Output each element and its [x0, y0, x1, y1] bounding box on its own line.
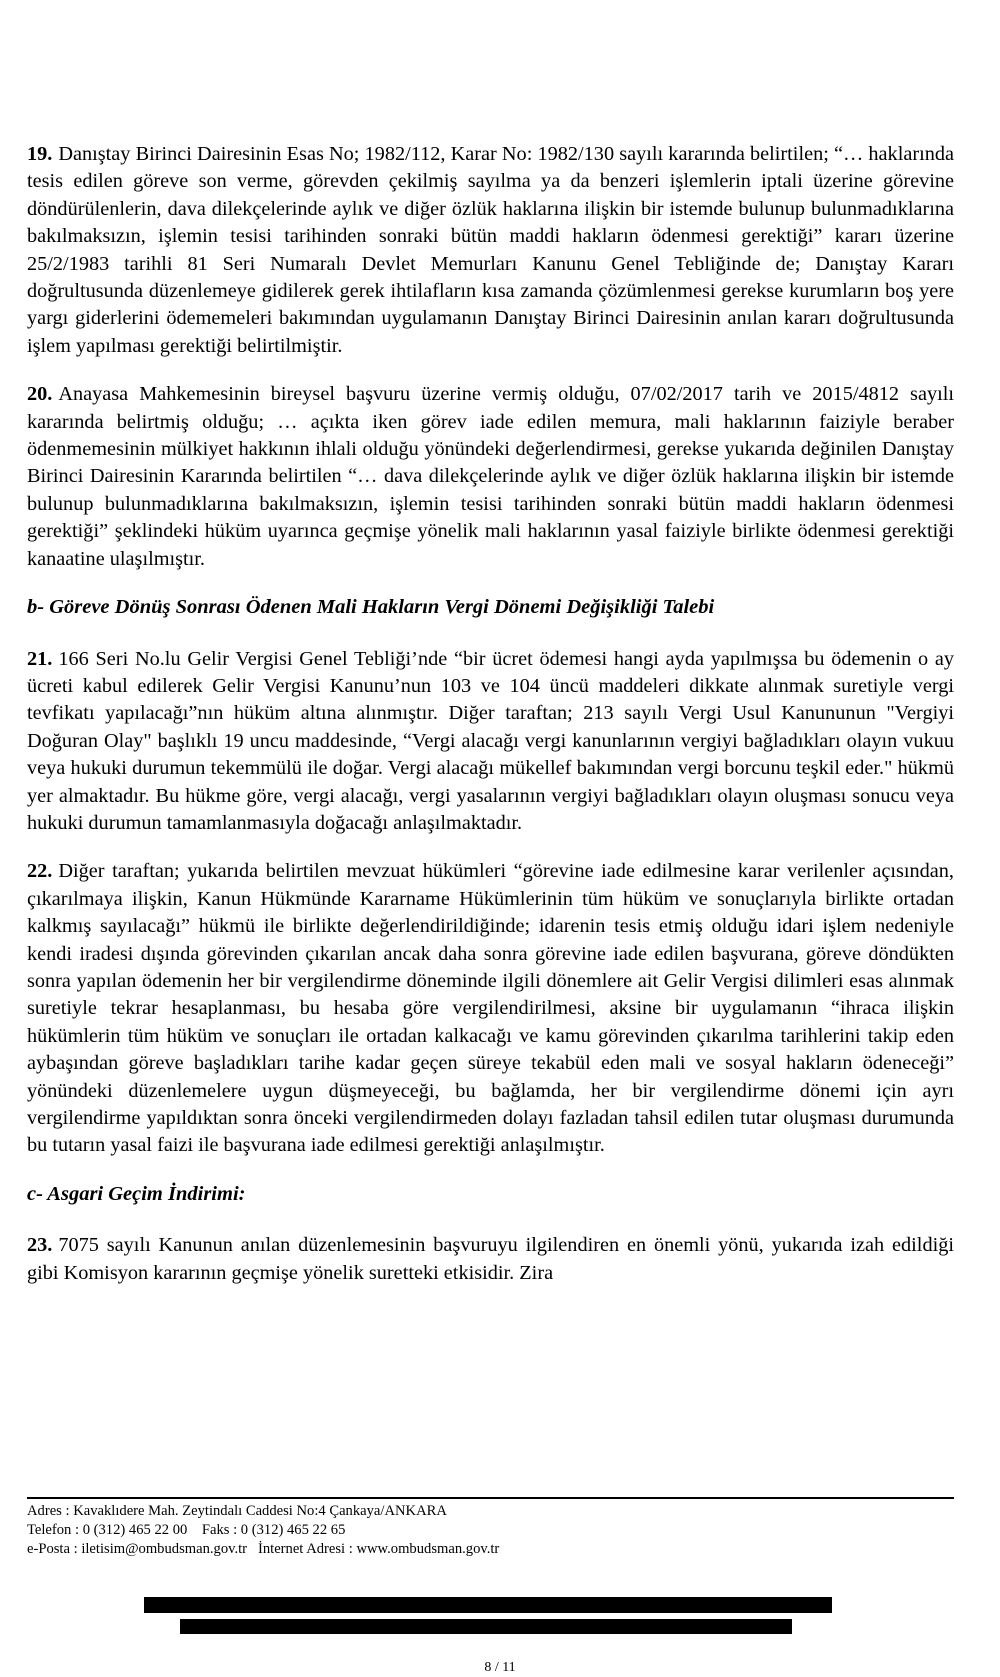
footer-web: e-Posta : iletisim@ombudsman.gov.tr İnternet Adresi : www.ombudsman.gov.tr	[27, 1540, 500, 1557]
paragraph-21	[27, 646, 954, 838]
paragraph-20	[27, 381, 954, 573]
redaction-bar	[180, 1619, 792, 1634]
section-heading-b: b- Göreve Dönüş Sonrası Ödenen Mali Hakların Vergi Dönemi Değişikliği Talebi	[27, 596, 715, 619]
paragraph-19	[27, 141, 954, 360]
footer-address: Adres : Kavaklıdere Mah. Zeytindalı Caddesi No:4 Çankaya/ANKARA	[27, 1503, 447, 1519]
footer-divider	[27, 1497, 954, 1499]
section-heading-c: c- Asgari Geçim İndirimi:	[27, 1182, 246, 1205]
paragraph-text: 7075 sayılı Kanunun anılan düzenlemesinin başvuruyu ilgilendiren en önemli yönü, yukarıda izah edildiği gibi Komisyon kararının geçmişe yönelik suretteki etkisidir. Zira	[27, 1234, 954, 1284]
paragraph-text: Anayasa Mahkemesinin bireysel başvuru üzerine vermiş olduğu, 07/02/2017 tarih ve 2015/4812 sayılı kararında belirtmiş olduğu; … açıkta iken görev iade edilen memura, mali haklarının faiziyle beraber ödenmemesinin mülkiyet hakkının ihlali olduğu yönündeki değerlendirmesi, gerekse yukarıda değinilen Danıştay Birinci Dairesinin Kararında belirtilen “… dava dilekçelerinde aylık ve diğer özlük haklarına ilişkin bir istemde bulunup bulunmadıklarına bakılmaksızın, işlemin tesisi tarihinden sonraki bütün maddi hakların ödenmesi gerektiği” şeklindeki hüküm uyarınca geçmişe yönelik mali haklarının yasal faiziyle birlikte ödenmesi gerektiği kanaatine ulaşılmıştır.	[27, 383, 954, 570]
paragraph-number: 22.	[27, 860, 53, 883]
paragraph-text: 166 Seri No.lu Gelir Vergisi Genel Tebliği’nde “bir ücret ödemesi hangi ayda yapılmışsa bu ödemenin o ay ücreti kabul edilerek Gelir Vergisi Kanunu’nun 103 ve 104 üncü maddeleri dikkate alınmak suretiyle vergi tevfikatı yapılacağı”nın hüküm altına alınmıştır. Diğer taraftan; 213 sayılı Vergi Usul Kanununun "Vergiyi Doğuran Olay" başlıklı 19 uncu maddesinde, “Vergi alacağı vergi kanunlarının vergiyi bağladıkları olayın vukuu veya hukuki durumun tekemmülü ile doğar. Vergi alacağı mükellef bakımından vergi borcunu teşkil eder." hükmü yer almaktadır. Bu hükme göre, vergi alacağı, vergi yasalarının vergiyi bağladıkları olayın oluşması sonucu veya hukuki durumun tamamlanmasıyla doğacağı anlaşılmaktadır.	[27, 647, 954, 834]
document-body	[27, 141, 954, 1308]
paragraph-number: 20.	[27, 383, 53, 406]
paragraph-text: Diğer taraftan; yukarıda belirtilen mevzuat hükümleri “görevine iade edilmesine karar verilenler açısından, çıkarılmaya ilişkin, Kanun Hükmünde Kararname Hükümlerinin tüm hüküm ve sonuçlarıyla birlikte ortadan kalkmış sayılacağı” hükmü ile birlikte değerlendirildiğinde; idarenin tesis etmiş olduğu idari işlem nedeniyle kendi iradesi dışında görevinden çıkarılan ancak daha sonra görevine iade edilen başvurana, göreve döndükten sonra yapılan ödemenin her bir vergilendirme döneminde ilgili dönemlere ait Gelir Vergisi dilimleri esas alınmak suretiyle tekrar hesaplanması, bu hesaba göre vergilendirilmesi, aksine bir uygulamanın “ihraca ilişkin hükümlerin tüm hüküm ve sonuçları ile ortadan kalkacağı ve kamu görevinden çıkarılma tarihlerini takip eden aybaşından göreve başladıkları tarihe kadar geçen süreye tekabül eden mali ve sosyal hakların ödeneceği” yönündeki düzenlemelere uygun düşmeyeceği, bu bağlamda, her bir vergilendirme dönemi için ayrı vergilendirme yapıldıktan sonra önceki vergilendirmeden dolayı fazladan tahsil edilen tutar oluşması durumunda bu tutarın yasal faizi ile başvurana iade edilmesi gerektiği anlaşılmıştır.	[27, 860, 954, 1157]
footer-phone: Telefon : 0 (312) 465 22 00 Faks : 0 (312) 465 22 65	[27, 1521, 346, 1538]
page-number: 8 / 11	[484, 1660, 516, 1675]
paragraph-22	[27, 858, 954, 1159]
footer	[27, 1502, 499, 1558]
paragraph-number: 21.	[27, 647, 53, 670]
paragraph-number: 23.	[27, 1234, 53, 1257]
redaction-bar	[144, 1597, 832, 1613]
paragraph-text: Danıştay Birinci Dairesinin Esas No; 1982/112, Karar No: 1982/130 sayılı kararında belirtilen; “… haklarında tesis edilen göreve son verme, görevden çekilmiş sayılma ya da benzeri işlemlerin iptali üzerine görevine döndürülenlerin, dava dilekçelerinde aylık ve diğer özlük haklarına ilişkin bir istemde bulunup bulunmadıklarına bakılmaksızın, işlemin tesisi tarihinden sonraki bütün maddi hakların ödenmesi gerektiği” kararı üzerine 25/2/1983 tarihli 81 Seri Numaralı Devlet Memurları Kanunu Genel Tebliğinde de; Danıştay Kararı doğrultusunda düzenlemeye gidilerek gerek ihtilafların kısa zamanda çözümlenmesi gerekse kurumların boş yere yargı giderlerini ödememeleri bakımından uygulamanın Danıştay Birinci Dairesinin anılan kararı doğrultusunda işlem yapılması gerektiği belirtilmiştir.	[27, 143, 954, 357]
paragraph-23	[27, 1232, 954, 1287]
paragraph-number: 19.	[27, 143, 53, 165]
